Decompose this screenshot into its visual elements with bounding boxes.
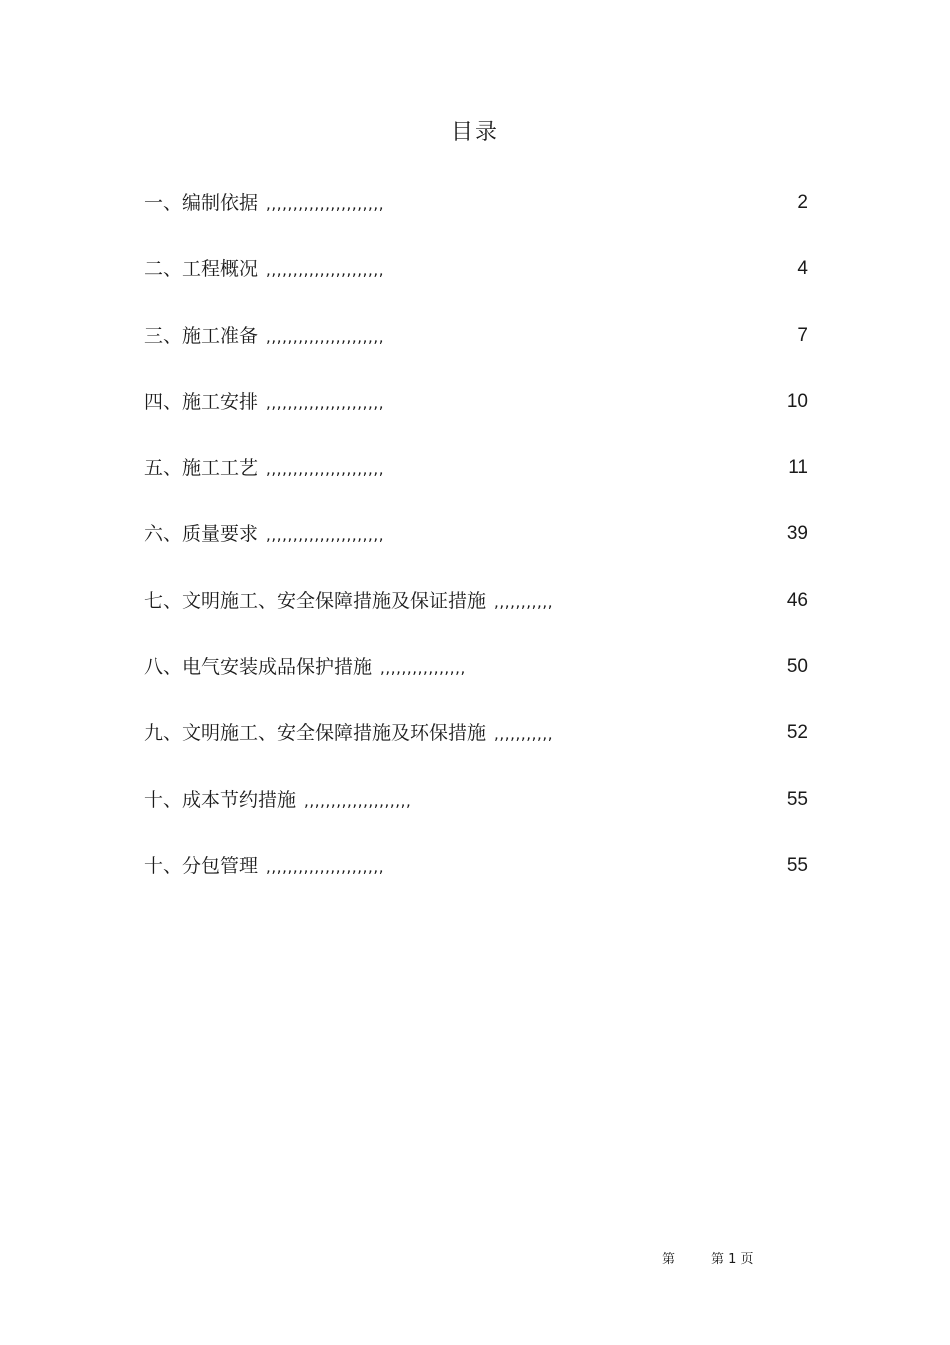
toc-entry-page: 46 — [786, 589, 808, 611]
toc-entry-label: 五、施工工艺 — [144, 457, 259, 480]
toc-entry-leader: ,,,,,,,,,,,,,,,,,,,,,, — [266, 393, 385, 412]
toc-entry-label: 十、成本节约措施 — [144, 788, 297, 811]
toc-entry-leader: ,,,,,,,,,,,,,,,,,,,, — [304, 791, 412, 810]
toc-entry[interactable] — [144, 518, 808, 584]
toc-entry-leader: ,,,,,,,,,,,,,,,,,,,,,, — [266, 327, 385, 346]
toc-entry[interactable] — [144, 386, 808, 452]
toc-entry-leader: ,,,,,,,,,,, — [494, 592, 554, 611]
toc-entry[interactable] — [144, 717, 808, 783]
toc-entry-page: 55 — [786, 788, 808, 810]
toc-entry-label: 六、质量要求 — [144, 523, 259, 546]
toc-entry-label: 三、施工准备 — [144, 324, 259, 347]
toc-entry-leader: ,,,,,,,,,,,,,,,, — [380, 659, 466, 678]
toc-entry-leader: ,,,,,,,,,,,,,,,,,,,,,, — [266, 526, 385, 545]
toc-title: 目录 — [450, 120, 499, 145]
toc-entry-page: 50 — [786, 656, 808, 678]
toc-entry-page: 55 — [786, 854, 808, 876]
toc-entry-page: 10 — [786, 390, 808, 412]
toc-entry-page: 2 — [797, 192, 808, 213]
toc-entry[interactable] — [144, 253, 808, 319]
toc-entry-leader: ,,,,,,,,,,,,,,,,,,,,,, — [266, 857, 385, 876]
toc-entry-page: 52 — [786, 722, 808, 744]
toc-entry[interactable] — [144, 585, 808, 651]
toc-entry-page: 39 — [786, 523, 808, 545]
toc-entry[interactable] — [144, 187, 808, 253]
toc-entry-label: 八、电气安装成品保护措施 — [144, 656, 373, 679]
page-footer — [662, 1250, 754, 1270]
toc-entry-label: 九、文明施工、安全保障措施及环保措施 — [144, 722, 487, 745]
toc-entry-page: 4 — [797, 258, 808, 280]
toc-entry-page: 11 — [788, 457, 808, 479]
toc-entry-label: 四、施工安排 — [144, 390, 259, 413]
toc-entry-leader: ,,,,,,,,,,,,,,,,,,,,,, — [266, 195, 385, 213]
toc-entry-leader: ,,,,,,,,,,,,,,,,,,,,,, — [266, 261, 385, 280]
toc-entry[interactable] — [144, 850, 808, 916]
toc-entry-label: 一、编制依据 — [144, 192, 259, 214]
toc-entry[interactable] — [144, 651, 808, 717]
toc-entry-label: 二、工程概况 — [144, 258, 259, 281]
footer-left-text: 第 — [662, 1252, 676, 1267]
toc-list — [144, 187, 808, 916]
toc-entry-leader: ,,,,,,,,,,, — [494, 725, 554, 744]
toc-entry-label: 七、文明施工、安全保障措施及保证措施 — [144, 589, 487, 612]
toc-entry[interactable] — [144, 452, 808, 518]
toc-entry[interactable] — [144, 320, 808, 386]
toc-entry[interactable] — [144, 784, 808, 850]
toc-entry-page: 7 — [797, 324, 808, 346]
toc-entry-leader: ,,,,,,,,,,,,,,,,,,,,,, — [266, 460, 385, 479]
footer-page-number: 第 1 页 — [711, 1252, 754, 1267]
toc-entry-label: 十、分包管理 — [144, 854, 259, 877]
